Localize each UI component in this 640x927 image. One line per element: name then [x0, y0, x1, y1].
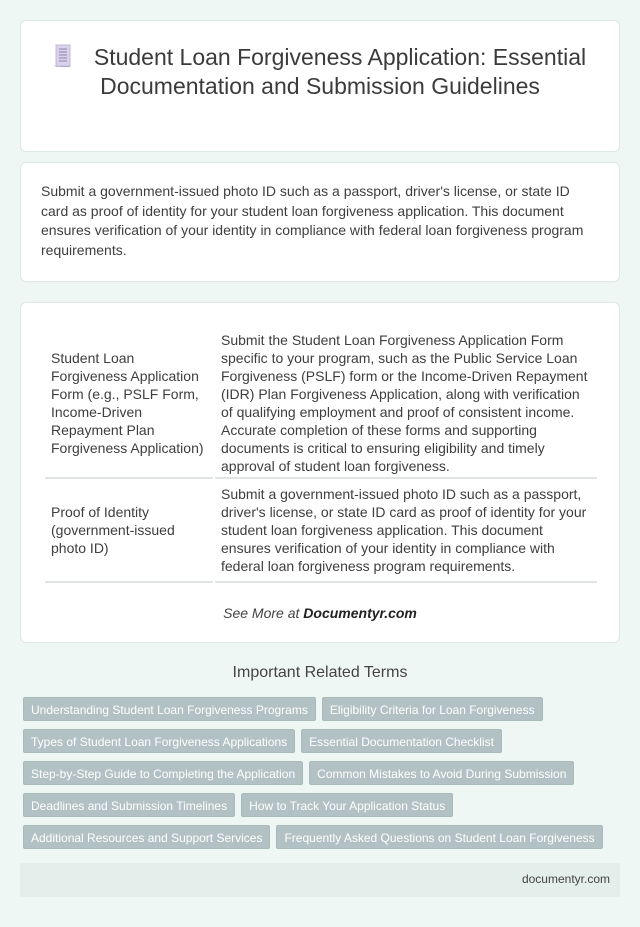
page-title-text: Student Loan Forgiveness Application: Essential Documentation and Submission Guidelines	[93, 44, 587, 99]
see-more-link[interactable]	[21, 605, 619, 621]
related-terms-list	[23, 697, 623, 857]
document-name: Proof of Identity (government-issued photo ID)	[45, 479, 213, 583]
related-term-tag[interactable]: Types of Student Loan Forgiveness Applications	[23, 729, 295, 753]
table-row	[45, 479, 597, 583]
related-term-tag[interactable]: Frequently Asked Questions on Student Loan Forgiveness	[276, 825, 602, 849]
related-term-tag[interactable]: Essential Documentation Checklist	[301, 729, 502, 753]
documents-table	[43, 329, 599, 583]
tag-row	[23, 697, 623, 721]
related-term-tag[interactable]: Deadlines and Submission Timelines	[23, 793, 235, 817]
tag-row	[23, 793, 623, 817]
tag-row	[23, 761, 623, 785]
tag-row	[23, 825, 623, 849]
see-more-prefix: See More at	[223, 605, 304, 621]
related-term-tag[interactable]: Understanding Student Loan Forgiveness Programs	[23, 697, 316, 721]
document-description: Submit the Student Loan Forgiveness Application Form specific to your program, such as the Public Service Loan Forgiveness (PSLF) form or the Income-Driven Repayment (IDR) Plan Forgiveness Application, along with verification of qualifying employment and proof of consistent income. Accurate completion of these forms and supporting documents is critical to ensuring eligibility and timely approval of student loan forgiveness.	[215, 329, 597, 479]
title-card	[20, 20, 620, 152]
document-description: Submit a government-issued photo ID such as a passport, driver's license, or state ID card as proof of identity for your student loan forgiveness application. This document ensures verification of your identity in compliance with federal loan forgiveness program requirements.	[215, 479, 597, 583]
related-term-tag[interactable]: Additional Resources and Support Services	[23, 825, 270, 849]
page-title	[51, 43, 589, 101]
summary-text: Submit a government-issued photo ID such as a passport, driver's license, or state ID card as proof of identity for your student loan forgiveness application. This document ensures verification of your identity in compliance with federal loan forgiveness program requirements.	[41, 183, 584, 258]
related-term-tag[interactable]: Common Mistakes to Avoid During Submission	[309, 761, 574, 785]
documents-table-card	[20, 302, 620, 643]
table-row	[45, 329, 597, 479]
document-scroll-icon	[54, 44, 72, 68]
footer-site[interactable]: documentyr.com	[521, 872, 610, 886]
see-more-site[interactable]: Documentyr.com	[303, 605, 417, 621]
related-terms-heading: Important Related Terms	[232, 664, 408, 681]
related-term-tag[interactable]: Eligibility Criteria for Loan Forgiveness	[322, 697, 543, 721]
related-term-tag[interactable]: How to Track Your Application Status	[241, 793, 453, 817]
related-term-tag[interactable]: Step-by-Step Guide to Completing the Application	[23, 761, 303, 785]
summary-card	[20, 162, 620, 282]
tag-row	[23, 729, 623, 753]
document-name: Student Loan Forgiveness Application Form (e.g., PSLF Form, Income-Driven Repayment Plan Forgiveness Application)	[45, 329, 213, 479]
footer	[20, 863, 620, 897]
